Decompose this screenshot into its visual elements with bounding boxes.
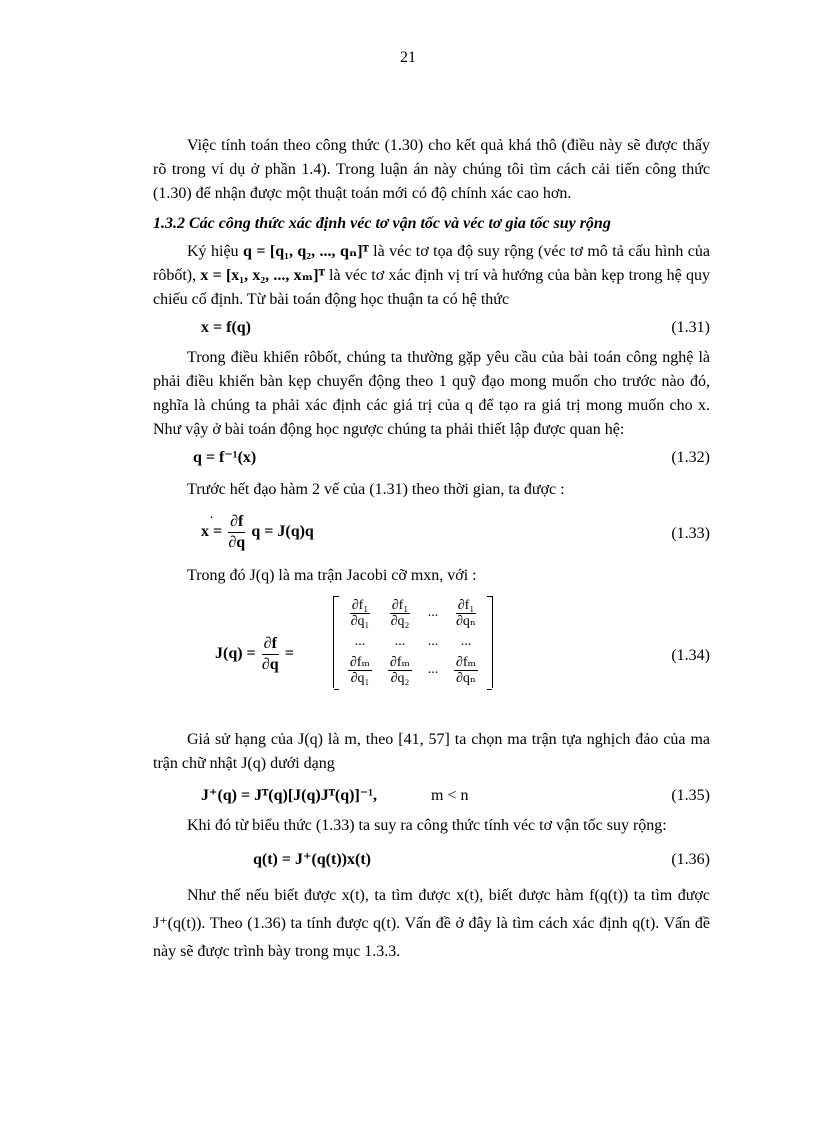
equation-1-34: J(q) = $\frac{\partial f}{\partial q}$ = $\frac{\text{∂f₁}}{\text{∂q₁}}$ $\frac{\text{∂f₁}}{\text{∂q₂}}$ ... $\frac{\text{∂f₁}}{\text{∂qₙ}}$ ... ... ... ... $\frac{\text{∂fₘ}}{\text{∂q₁}}$ $\frac{\text{∂fₘ}}{\text{∂q₂}}$ ... $\frac{\text{∂fₘ}}{\text{∂qₙ}}$ (1.34)	[215, 598, 710, 686]
paragraph-conclusion: Như thế nếu biết được x(t), ta tìm được x(t), biết được hàm f(q(t)) ta tìm được J⁺(q(t)). Theo (1.36) ta tính được q(t). Vấn đề ở đây là tìm cách xác định q(t). Vấn đề này sẽ được trình bày trong mục 1.3.3.	[153, 887, 710, 960]
matrix-cell: $\frac{\text{∂fₘ}}{\text{∂qₙ}}$	[455, 655, 477, 686]
paragraph-derivative: Trước hết đạo hàm 2 vế của (1.31) theo thời gian, ta được :	[187, 481, 565, 498]
jacobian-matrix	[333, 596, 493, 688]
matrix-cell: $\frac{\text{∂fₘ}}{\text{∂q₁}}$	[349, 655, 371, 686]
x-vector: x = [x₁, x₂, ..., xₘ]ᵀ	[200, 267, 325, 284]
matrix-cell: $\frac{\text{∂f₁}}{\text{∂q₂}}$	[390, 598, 410, 629]
matrix-cell: ...	[427, 633, 439, 649]
paragraph-velocity: Khi đó từ biểu thức (1.33) ta suy ra công thức tính véc tơ vận tốc suy rộng:	[187, 817, 667, 834]
equation-number: (1.33)	[671, 525, 710, 542]
paragraph-jacobian: Trong đó J(q) là ma trận Jacobi cỡ mxn, với :	[187, 567, 477, 584]
page-number: 21	[400, 49, 416, 66]
equation-1-35: J⁺(q) = Jᵀ(q)[J(q)Jᵀ(q)]⁻¹, m < n (1.35)	[153, 782, 710, 812]
equation-number: (1.36)	[671, 851, 710, 868]
matrix-cell: ...	[427, 662, 439, 678]
equation-1-33: ˙ x = $\frac{\partial f}{\partial q}$ q = J(q)q (1.33)	[153, 508, 710, 560]
equation-1-32: q = f⁻¹(x) (1.32)	[153, 444, 710, 474]
paragraph-control: Trong điều khiển rôbốt, chúng ta thường gặp yêu cầu của bài toán công nghệ là phải điều khiển bàn kẹp chuyển động theo 1 quỹ đạo mong muốn cho trước nào đó, nghĩa là chúng ta phải xác định các giá trị của q để tạo ra giá trị mong muốn cho x. Như vậy ở bài toán động học ngược chúng ta phải thiết lập được quan hệ:	[153, 349, 710, 438]
matrix-cell: $\frac{\text{∂f₁}}{\text{∂q₁}}$	[350, 598, 370, 629]
section-heading: 1.3.2 Các công thức xác định véc tơ vận tốc và véc tơ gia tốc suy rộng	[153, 215, 611, 232]
matrix-cell: $\frac{\text{∂f₁}}{\text{∂qₙ}}$	[456, 598, 476, 629]
paragraph-intro: Việc tính toán theo công thức (1.30) cho kết quả khá thô (điều này sẽ được thấy rõ trong ví dụ ở phần 1.4). Trong luận án này chúng tôi tìm cách cải tiến công thức (1.30) để nhận được một thuật toán mới có độ chính xác cao hơn.	[153, 137, 710, 202]
matrix-cell: ...	[460, 633, 472, 649]
q-vector: q = [q₁, q₂, ..., qₙ]ᵀ	[243, 243, 369, 260]
matrix-cell: ...	[354, 633, 366, 649]
equation-number: (1.32)	[671, 449, 710, 466]
paragraph-notation: Ký hiệu q = [q₁, q₂, ..., qₙ]ᵀ là véc tơ tọa độ suy rộng (véc tơ mô tả cấu hình của rôbốt), x = [x₁, x₂, ..., xₘ]ᵀ là véc tơ xác định vị trí và hướng của bàn kẹp trong hệ quy chiếu cố định. Từ bài toán động học thuận ta có hệ thức	[153, 243, 711, 308]
equation-number: (1.35)	[671, 787, 710, 804]
equation-number: (1.34)	[671, 647, 710, 664]
paragraph-pseudoinverse: Giả sử hạng của J(q) là m, theo [41, 57] ta chọn ma trận tựa nghịch đảo của ma trận chữ nhật J(q) dưới dạng	[153, 731, 710, 772]
matrix-cell: $\frac{\text{∂fₘ}}{\text{∂q₂}}$	[389, 655, 411, 686]
equation-1-31: x = f(q) (1.31)	[153, 314, 710, 344]
equation-1-36: q(t) = J⁺(q(t))x(t) (1.36)	[153, 846, 710, 876]
matrix-cell: ...	[394, 633, 406, 649]
matrix-cell: ...	[427, 605, 439, 621]
page-body	[153, 134, 710, 966]
equation-number: (1.31)	[671, 319, 710, 336]
